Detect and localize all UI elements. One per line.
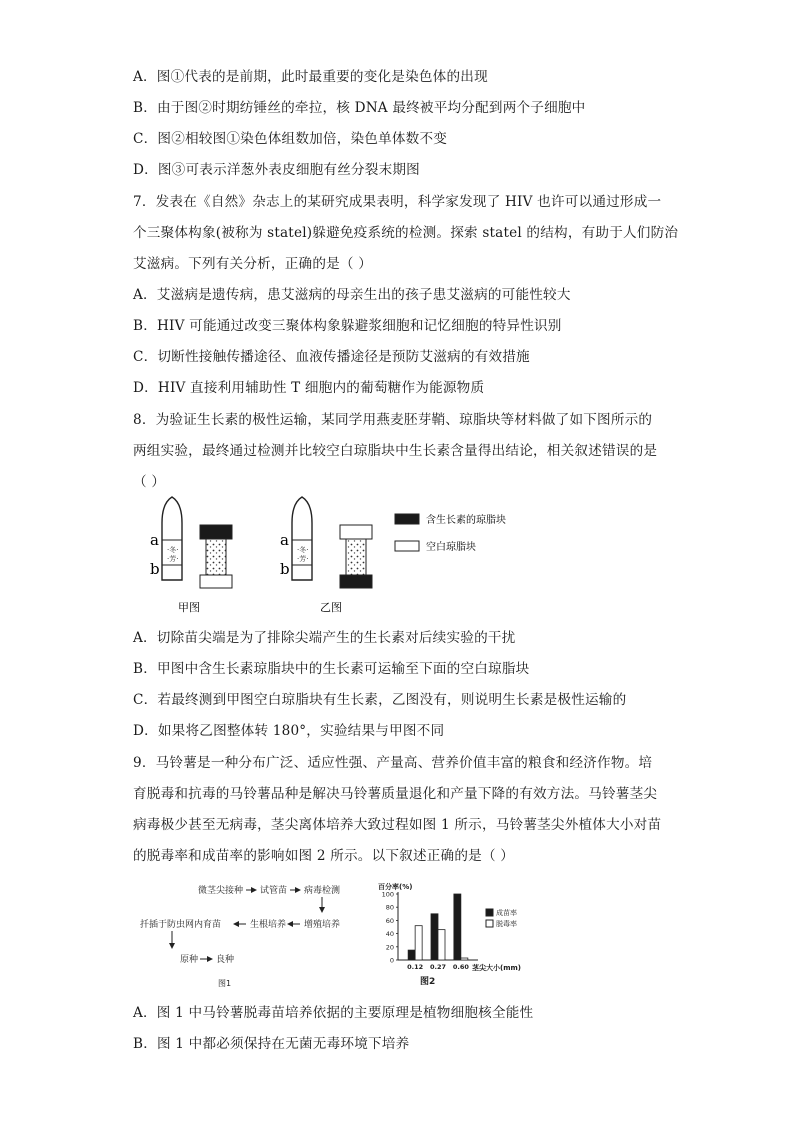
y-tick-label: 0	[389, 956, 394, 965]
agar-block-blank-jia	[200, 575, 232, 588]
option-6c: C．图②相较图①染色体组数加倍，染色单体数不变	[133, 131, 448, 147]
x-tick-label: 0.60	[452, 963, 469, 971]
agar-block-blank-yi	[340, 525, 372, 539]
question-7-line3: 艾滋病。下列有关分析，正确的是（ ）	[133, 256, 373, 272]
bar-tuodu	[461, 958, 468, 960]
question-9-line2: 育脱毒和抗毒的马铃薯品种是解决马铃薯质量退化和产量下降的有效方法。马铃薯茎尖	[133, 786, 658, 802]
x-tick-label: 0.27	[429, 963, 447, 971]
svg-text:·芳·: ·芳·	[167, 555, 179, 563]
question-7-line2: 个三聚体构象(被称为 statel)躲避免疫系统的检测。探索 statel 的结构，有助于人们防治	[133, 225, 679, 241]
legend-tuodu-label: 脱毒率	[496, 920, 517, 928]
question-7-line1: 7．发表在《自然》杂志上的某研究成果表明，科学家发现了 HIV 也许可以通过形成一	[133, 194, 662, 210]
bar-chengmiao	[408, 950, 415, 960]
question-8-line2: 两组实验，最终通过检测并比较空白琼脂块中生长素含量得出结论，相关叙述错误的是	[133, 443, 658, 459]
y-tick-label: 60	[385, 916, 394, 925]
option-8c: C．若最终测到甲图空白琼脂块有生长素，乙图没有，则说明生长素是极性运输的	[133, 692, 627, 708]
flow-step-1: 微茎尖接种	[198, 886, 244, 896]
legend-blank-label: 空白琼脂块	[426, 542, 476, 553]
option-7a: A．艾滋病是遗传病，患艾滋病的母亲生出的孩子患艾滋病的可能性较大	[133, 287, 571, 303]
label-b-yi: b	[280, 560, 290, 578]
x-tick-label: 0.12	[407, 963, 424, 971]
option-9a: A．图 1 中马铃薯脱毒苗培养依据的主要原理是植物细胞核全能性	[133, 1005, 534, 1021]
question-8-line1: 8．为验证生长素的极性运输，某同学用燕麦胚芽鞘、琼脂块等材料做了如下图所示的	[133, 412, 653, 428]
option-8d: D．如果将乙图整体转 180°，实验结果与甲图不同	[133, 723, 445, 739]
legend-filled-swatch	[395, 514, 419, 524]
svg-text:·冬·: ·冬·	[167, 546, 179, 554]
y-tick-label: 100	[381, 890, 394, 899]
svg-text:·芳·: ·芳·	[297, 555, 309, 563]
figure-9-bar-chart	[370, 880, 530, 995]
coleoptile-segment-yi	[346, 539, 366, 575]
flow-step-7: 原种	[180, 955, 199, 965]
flow-step-4: 增殖培养	[304, 920, 341, 930]
agar-block-auxin-jia	[200, 525, 232, 539]
option-7c: C．切断性接触传播途径、血液传播途径是预防艾滋病的有效措施	[133, 349, 530, 365]
bar-chengmiao	[454, 894, 461, 960]
flow-step-5: 生根培养	[250, 920, 287, 930]
label-a-jia: a	[150, 531, 159, 549]
option-7d: D．HIV 直接利用辅助性 T 细胞内的葡萄糖作为能源物质	[133, 380, 485, 396]
legend-filled-label: 含生长素的琼脂块	[426, 515, 506, 526]
caption-yi: 乙图	[320, 601, 342, 614]
y-tick-label: 20	[385, 943, 394, 952]
figure-8-coleoptile-experiment	[140, 495, 530, 620]
coleoptile-yi	[292, 497, 312, 580]
chart-ylabel: 百分率(%)	[378, 883, 413, 891]
option-6a: A．图①代表的是前期，此时最重要的变化是染色体的出现	[133, 69, 488, 85]
flow-step-6: 扦插于防虫网内育苗	[140, 920, 222, 930]
flow-step-8: 良种	[216, 955, 235, 965]
option-7b: B．HIV 可能通过改变三聚体构象躲避浆细胞和记忆细胞的特异性识别	[133, 318, 562, 334]
bar-chengmiao	[431, 914, 438, 960]
question-8-line3: （ ）	[133, 474, 166, 490]
label-b-jia: b	[150, 560, 160, 578]
question-9-line3: 病毒极少甚至无病毒，茎尖离体培养大致过程如图 1 所示，马铃薯茎尖外植体大小对苗	[133, 817, 662, 833]
question-9-line4: 的脱毒率和成苗率的影响如图 2 所示。以下叙述正确的是（ ）	[133, 848, 515, 864]
flow-caption: 图1	[218, 979, 232, 988]
figure-9-flowchart	[140, 880, 380, 995]
chart-caption: 图2	[420, 977, 436, 987]
legend-chengmiao-swatch	[486, 909, 493, 916]
y-tick-label: 40	[385, 930, 394, 939]
option-8a: A．切除苗尖端是为了排除尖端产生的生长素对后续实验的干扰	[133, 630, 516, 646]
option-9b: B．图 1 中都必须保持在无菌无毒环境下培养	[133, 1036, 410, 1052]
option-6b: B．由于图②时期纺锤丝的牵拉，核 DNA 最终被平均分配到两个子细胞中	[133, 100, 586, 116]
label-a-yi: a	[280, 531, 289, 549]
caption-jia: 甲图	[178, 601, 200, 614]
bar-tuodu	[415, 926, 422, 960]
bar-tuodu	[438, 930, 445, 960]
question-9-line1: 9．马铃薯是一种分布广泛、适应性强、产量高、营养价值丰富的粮食和经济作物。培	[133, 755, 653, 771]
legend-chengmiao-label: 成苗率	[496, 909, 517, 917]
flow-step-2: 试管苗	[260, 886, 288, 896]
agar-block-auxin-yi	[340, 575, 372, 588]
svg-text:·冬·: ·冬·	[297, 546, 309, 554]
legend-tuodu-swatch	[486, 920, 493, 927]
flow-step-3: 病毒检测	[304, 886, 341, 896]
legend-blank-swatch	[395, 541, 419, 551]
y-tick-label: 80	[385, 903, 394, 912]
chart-xlabel: 茎尖大小(mm)	[472, 964, 521, 972]
coleoptile-jia	[162, 497, 182, 580]
option-6d: D．图③可表示洋葱外表皮细胞有丝分裂末期图	[133, 162, 420, 178]
coleoptile-segment-jia	[206, 539, 226, 575]
option-8b: B．甲图中含生长素琼脂块中的生长素可运输至下面的空白琼脂块	[133, 661, 530, 677]
